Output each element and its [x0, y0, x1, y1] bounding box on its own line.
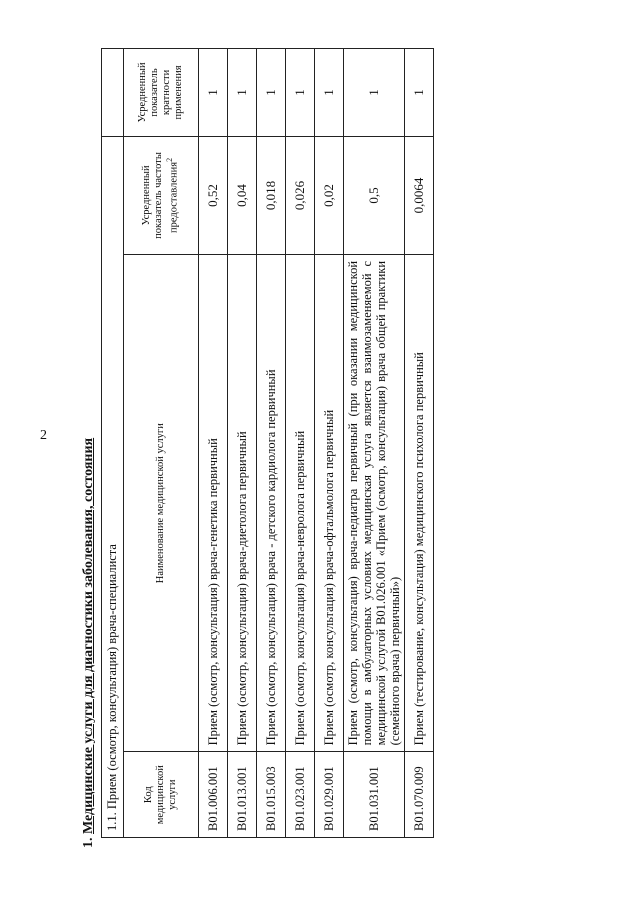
section-number: 1. [81, 837, 96, 848]
service-name: Прием (осмотр, консультация) врача-диетолога первичный [228, 254, 257, 751]
service-name: Прием (осмотр, консультация) врача-невролога первичный [286, 254, 315, 751]
multiplicity-value: 1 [257, 49, 286, 137]
document-body [80, 38, 540, 848]
frequency-value: 0,026 [286, 136, 315, 254]
multiplicity-value: 1 [405, 49, 434, 137]
service-code: B01.023.001 [286, 752, 315, 838]
frequency-value: 0,04 [228, 136, 257, 254]
footnote-mark: 2 [165, 157, 175, 162]
table-row [315, 49, 344, 838]
header-frequency-text: Усредненный показатель частоты предоставления [141, 152, 180, 239]
service-name: Прием (осмотр, консультация) врача-офтальмолога первичный [315, 254, 344, 751]
frequency-value: 0,5 [344, 136, 405, 254]
subsection-empty-cell [102, 49, 124, 137]
table-row [199, 49, 228, 838]
frequency-value: 0,018 [257, 136, 286, 254]
table-row [257, 49, 286, 838]
section-heading [80, 438, 98, 848]
multiplicity-value: 1 [228, 49, 257, 137]
service-name: Прием (осмотр, консультация) врача - детского кардиолога первичный [257, 254, 286, 751]
service-code: B01.070.009 [405, 752, 434, 838]
service-name: Прием (тестирование, консультация) медицинского психолога первичный [405, 254, 434, 751]
frequency-value: 0,0064 [405, 136, 434, 254]
subsection-title: 1.1. Прием (осмотр, консультация) врача-специалиста [102, 136, 124, 837]
table-row [344, 49, 405, 838]
section-title: Медицинские услуги для диагностики заболевания, состояния [81, 437, 96, 834]
services-table [101, 48, 434, 838]
table-row [228, 49, 257, 838]
multiplicity-value: 1 [199, 49, 228, 137]
header-frequency [124, 136, 199, 254]
service-code: B01.006.001 [199, 752, 228, 838]
header-multiplicity: Усредненный показатель кратности применения [124, 49, 199, 137]
multiplicity-value: 1 [286, 49, 315, 137]
table-row [286, 49, 315, 838]
table-row [405, 49, 434, 838]
service-code: B01.013.001 [228, 752, 257, 838]
page-number: 2 [40, 428, 47, 443]
frequency-value: 0,52 [199, 136, 228, 254]
table-header-row [124, 49, 199, 838]
frequency-value: 0,02 [315, 136, 344, 254]
service-name: Прием (осмотр, консультация) врача-генетика первичный [199, 254, 228, 751]
service-code: B01.015.003 [257, 752, 286, 838]
subsection-row [102, 49, 124, 838]
service-code: B01.031.001 [344, 752, 405, 838]
service-code: B01.029.001 [315, 752, 344, 838]
service-name: Прием (осмотр, консультация) врача-педиатра первичный (при оказании медицинской помощи в амбулаторных условиях медицинская услуга является взаимозаменяемой с медицинской услугой B01.026.001 «Прием (осмотр, консультация) врача общей практики (семейного врача) первичный») [344, 254, 405, 751]
header-code: Код медицинской услуги [124, 752, 199, 838]
header-name: Наименование медицинской услуги [124, 254, 199, 751]
multiplicity-value: 1 [315, 49, 344, 137]
multiplicity-value: 1 [344, 49, 405, 137]
